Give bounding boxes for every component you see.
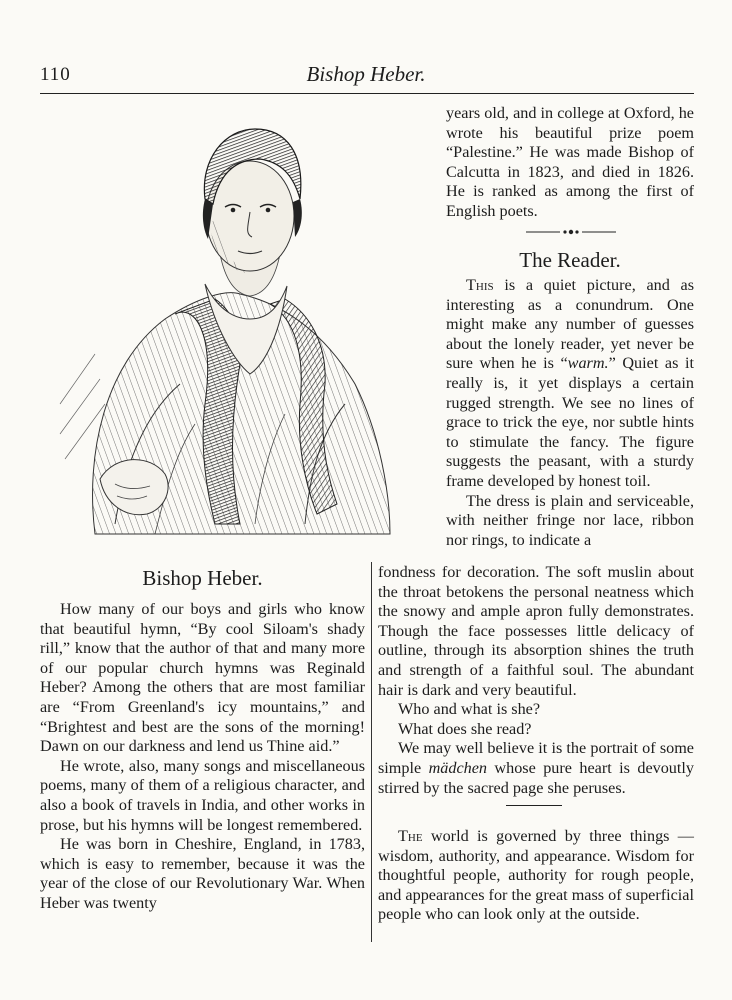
reader-paragraph-2-top: The dress is plain and serviceable, with neither fringe nor lace, ribbon nor rings, to indicate a [446,491,694,549]
section-rule [506,805,562,806]
article-continuation [446,104,694,222]
reader-article-top [446,276,694,550]
reader-emphasis: warm. [567,354,609,373]
reader-article-bottom [378,563,694,798]
left-paragraph-3: He was born in Cheshire, England, in 1783, which is easy to remember, because it was the year of the close of our Revolutionary War. When Heber was twenty [40,835,365,912]
reader-heading: The Reader. [519,248,621,272]
reader-text-b: ” Quiet as it really is, it yet displays a certain rugged strength. We see no lines of grace to trick the eye, nor subtle hints to stimulate the fancy. The figure suggests the peasant, with a sturdy frame developed by honest toil. [446,354,694,490]
ornament-divider-icon [526,226,616,238]
maxim-paragraph [378,827,694,925]
column-rule [371,562,372,942]
left-paragraph-2: He wrote, also, many songs and miscellaneous poems, many of them of a religious character, and also a book of travels in India, and other works in prose, but his hymns will be longest remembered. [40,756,365,834]
maxim-block [378,827,694,925]
reader-lead-word: This [466,276,494,294]
closing-text-a: We may well believe it is the portrait of some simple [378,739,694,777]
header-rule [40,93,694,94]
maxim-lead-word: The [398,827,423,845]
reader-closing-paragraph [378,739,694,798]
closing-text-b: whose pure heart is devoutly stirred by the sacred page she peruses. [378,758,694,797]
continuation-paragraph: years old, and in college at Oxford, he wrote his beautiful prize poem “Palestine.” He was made Bishop of Calcutta in 1823, and died in 1826. He is ranked as among the first of English poets. [446,104,694,220]
running-title: Bishop Heber. [306,62,426,86]
closing-emphasis: mädchen [428,758,488,777]
article-heading: Bishop Heber. [142,566,263,590]
maxim-text: world is governed by three things —wisdom, authority, and appearance. Wisdom for thoughtful people, authority for rough people, and appearances for the great mass of superficial people who can look only at the outside. [378,827,694,924]
left-article [40,600,365,914]
engraved-portrait-icon [55,104,400,544]
left-paragraph-1: How many of our boys and girls who know that beautiful hymn, “By cool Siloam's shady rill,” know that the author of that and many more of our popular church hymns was Reginald Heber? Among the others that are most familiar are “From Greenland's icy mountains,” and “Brightest and best are the sons of the morning! Dawn on our darkness and lend us Thine aid.” [40,600,365,756]
page-number: 110 [40,64,71,85]
reader-paragraph-2-bottom: fondness for decoration. The soft muslin about the throat betokens the personal neatness which the snowy and ample apron fully demonstrates. Though the face possesses little delicacy of outline, through its absorption shines the truth and strength of a faithful soul. The abundant hair is dark and very beautiful. [378,563,694,699]
reader-paragraph-1 [446,276,694,492]
reader-question-2: What does she read? [398,719,532,738]
reader-question-1: Who and what is she? [398,700,541,719]
reader-text-a: is a quiet picture, and as interesting as a conundrum. One might make any number of guesses about the lonely reader, yet never be sure when he is “ [446,276,694,373]
